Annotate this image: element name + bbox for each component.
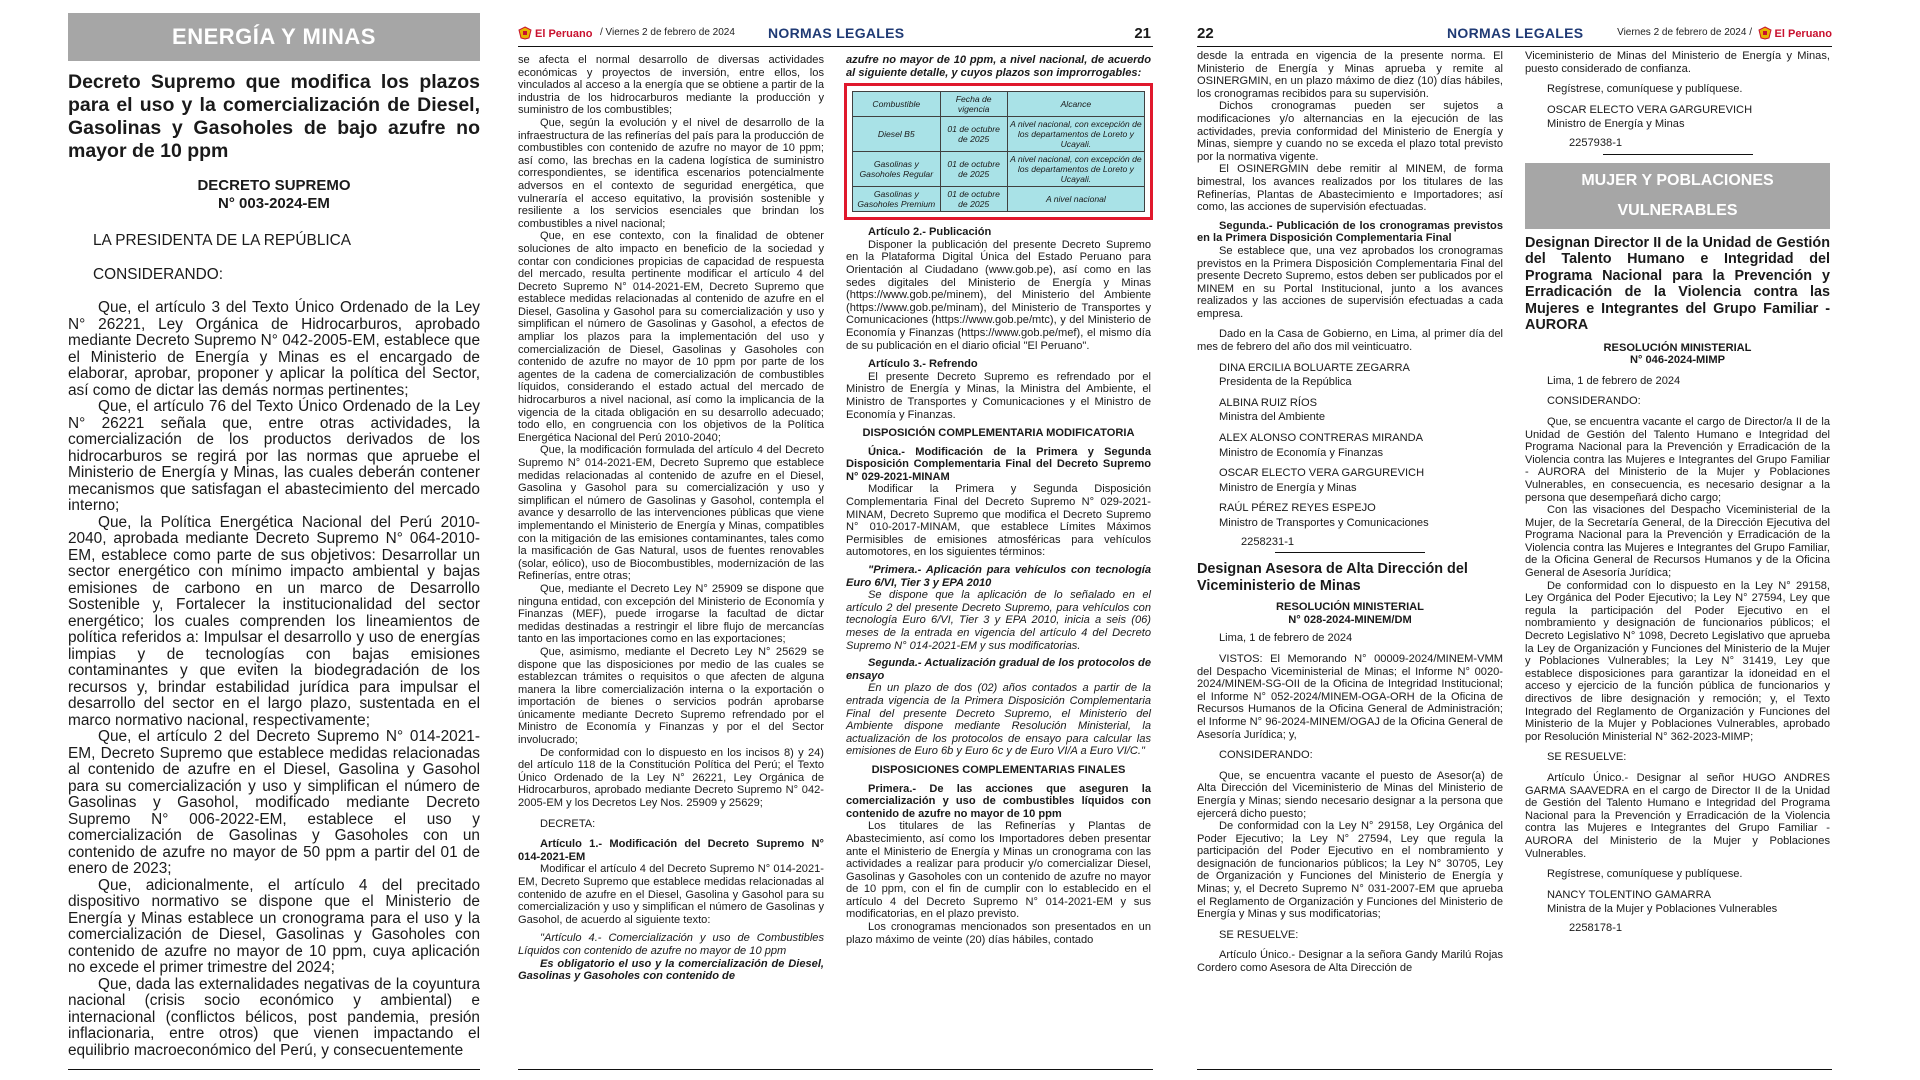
rm-label: RESOLUCIÓN MINISTERIAL [1603,341,1752,354]
dcm-heading: DISPOSICIÓN COMPLEMENTARIA MODIFICATORIA [862,427,1135,440]
primera-title: Primera.- De las acciones que aseguren la comercialización y uso de combustibles líquidos con contenido de azufre no mayor de 10 ppm [846,782,1151,820]
se-resuelve-heading: SE RESUELVE: [1547,751,1627,764]
bottom-rule [518,1069,1153,1070]
table-header-cell: Fecha de vigencia [940,92,1007,117]
rm-date: Lima, 1 de febrero de 2024 [1547,374,1681,387]
unica-text: Modificar la Primera y Segunda Disposición Complementaria Final del Decreto Supremo N° 029-2021-MINAM, Decreto Supremo que modifica el Decreto Supremo N° 010-2017-MINAM, que establece Límites Máximos Permisibles de emisiones atmosféricas para vehículos automotores, en los siguientes términos: [846,483,1151,559]
table-cell: 01 de octubre de 2025 [940,152,1007,187]
paragraph: Viceministerio de Minas del Ministerio de Energía y Minas, puesto considerado de confianza. [1525,50,1830,75]
considerando-heading: CONSIDERANDO: [1219,749,1313,762]
paragraph: De conformidad con lo dispuesto en los incisos 8) y 24) del artículo 118 de la Constitución Política del Perú; el Texto Único Ordenado de la Ley N° 26221, Ley Orgánica de Hidrocarburos, aprobado mediante Decreto Supremo N° 042-2005-EM y los Decretos Ley Nos. 25909 y 25629; [518,746,824,810]
signatory-role: Presidenta de la República [1219,376,1352,389]
articulo-unico: Artículo Único.- Designar a la señora Gandy Marilú Rojas Cordero como Asesora de Alta Dirección de [1197,949,1503,975]
page-header [1197,24,1832,47]
primera-text: Los titulares de las Refinerías y Plantas de Abastecimiento, así como los Importadores deben presentar ante el Ministerio de Energía y Minas un cronograma con las actividades a realizar para producir y/o comercializar Diesel, Gasolinas y Gasoholes con un contenido de azufre no mayor de 10 ppm, con el fin de cumplir con lo establecido en el artículo 4 del Decreto Supremo N° 014-2021-EM y sus modificatorias, en el plazo previsto. [846,820,1151,921]
page-21 [518,0,1153,1080]
signatory-role: Ministro de Energía y Minas [1219,481,1357,494]
vistos: VISTOS: El Memorando N° 00009-2024/MINEM-VMM del Despacho Viceministerial de Minas; el Informe N° 0020-2024/MINEM-SG-OII de la Oficina de Integridad Institucional; el Informe N° 052-2024/MINEM-OGA-ORH de la Oficina de Recursos Humanos de la Oficina General de Administración; el Informe N° 96-2024-MINEM/OGAJ de la Oficina General de Asesoría Jurídica; y, [1197,652,1503,741]
paragraph: Dichos cronogramas pueden ser sujetos a modificaciones y/o alternancias en la ejecución de las actividades, previa conformidad del Ministerio de Energía y Minas, siempre y cuando no se exceda el plazo total previsto por la normativa vigente. [1197,100,1503,163]
table-cell: A nivel nacional [1007,187,1144,212]
header-date: Viernes 2 de febrero de 2024 / [1617,27,1752,38]
signatory-name: ALEX ALONSO CONTRERAS MIRANDA [1219,432,1424,445]
article-title-asesora: Designan Asesora de Alta Dirección del Viceministerio de Minas [1197,561,1468,595]
signatory-role: Ministro de Transportes y Comunicaciones [1219,517,1429,529]
segunda-text: Se establece que, una vez aprobados los cronogramas previstos en la Primera Disposición Complementaria Final del presente Decreto Supremo, estos deben ser publicados por el MINEM en su Portal Institucional, junto a los avances realizados y las acciones de supervisión efectuadas a cada empresa. [1197,244,1503,320]
article-3-title: Artículo 3.- Refrendo [868,358,978,371]
signatory-name: ALBINA RUIZ RÍOS [1219,396,1318,409]
section-title: NORMAS LEGALES [1447,25,1584,41]
paragraph: De conformidad con la Ley N° 29158, Ley Orgánica del Poder Ejecutivo; la Ley N° 27594, Ley que regula la participación del Poder Ejecutivo en el nombramiento y designación de funcionarios públicos; la Ley N° 30705, Ley de Organización y Funciones del Ministerio de Energía y Minas; y, el Decreto Supremo N° 031-2007-EM que aprueba el Reglamento de Organización y Funciones del Ministerio de Energía y Minas y sus modificatorias; [1197,820,1503,921]
article-1-text: Modificar el artículo 4 del Decreto Supremo N° 014-2021-EM, Decreto Supremo que establece medidas relacionadas al contenido de azufre en el Diesel, Gasolina y Gasohol para su comercialización y uso y simplifican el número de Gasolinas y Gasohol, de acuerdo al siguiente texto: [518,863,824,926]
paragraph: Que, el artículo 3 del Texto Único Ordenado de la Ley N° 26221, Ley Orgánica de Hidrocarburos, aprobado mediante Decreto Supremo N° 042-2005-EM, establece que el Ministerio de Energía y Minas es el encargado de elaborar, aprobar, proponer y aplicar la política del Sector, así como de dictar las demás normas pertinentes; [68,299,480,399]
table-cell: Gasolinas y Gasoholes Premium [853,187,941,212]
decree-heading [68,177,480,213]
document-code: 2258178-1 [1569,921,1623,934]
rm-number: N° 046-2024-MIMP [1629,354,1726,367]
page22-column-right [1525,50,1830,937]
signatory-name: RAÚL PÉREZ REYES ESPEJO [1219,502,1376,515]
el-peruano-logo [518,26,592,40]
dado-line: Dado en la Casa de Gobierno, en Lima, al primer día del mes de febrero del año dos mil veinticuatro. [1197,328,1503,354]
paragraph: Que, mediante el Decreto Ley N° 25909 se dispone que ninguna entidad, con excepción del Ministerio de Economía y Finanzas (MEF), puede irrogarse la facultad de dictar medidas destinadas a restringir el libre flujo de mercancías tanto en las importaciones como en las exportaciones; [518,582,824,646]
article-title: Decreto Supremo que modifica los plazos para el uso y la comercialización de Diesel, Gasolinas y Gasoholes de bajo azufre no mayor de 10 ppm [68,71,480,162]
signatory-name: NANCY TOLENTINO GAMARRA [1547,888,1711,901]
articulo-unico: Artículo Único.- Designar al señor HUGO ANDRES GARMA SAAVEDRA en el cargo de Director II de la Unidad de Gestión del Talento Humano e Integridad del Programa Nacional para la Prevención y Erradicación de la Violencia contra las Mujeres e Integrantes del Grupo Familiar - AURORA del Ministerio de la Mujer y Poblaciones Vulnerables. [1525,771,1830,860]
primera-quote-title: "Primera.- Aplicación para vehículos con tecnología Euro 6/VI, Tier 3 y EPA 2010 [846,564,1151,589]
rm-label: RESOLUCIÓN MINISTERIAL [1276,601,1424,614]
primera-quote-text: Se dispone que la aplicación de lo señalado en el artículo 2 del presente Decreto Supremo, para vehículos con tecnología Euro 6/VI, Tier 3 y EPA 2010, inicia a seis (06) meses de la entrada en vigencia del artículo 4 del Decreto Supremo N° 014-2021-EM y sus modificatorias. [846,589,1151,652]
article-2-title: Artículo 2.- Publicación [868,226,992,239]
page21-column-right [846,54,1151,946]
signatory-name: DINA ERCILIA BOLUARTE ZEGARRA [1219,361,1410,374]
paragraph: Que, asimismo, mediante el Decreto Ley N° 25629 se dispone que las disposiciones por medio de las cuales se establezcan trámites o requisitos o que afecten de alguna manera la libre comercialización interna o la exportación o importación de bienes o servicios podrán aprobarse únicamente mediante Decreto Supremo refrendado por el Ministro de Economía y Finanzas y por el del Sector involucrado; [518,645,824,747]
paragraph: Que, se encuentra vacante el puesto de Asesor(a) de Alta Dirección del Viceministerio de Minas del Ministerio de Energía y Minas; siendo necesario designar a la persona que ejercerá dicho puesto; [1197,769,1503,820]
paragraph: Que, el artículo 2 del Decreto Supremo N° 014-2021-EM, Decreto Supremo que establece medidas relacionadas al contenido de azufre en el Diesel, Gasolina y Gasohol para su comercialización y uso y simplifican el número de Gasolinas y Gasohol, modificado mediante Decreto Supremo N° 006-2022-EM, establece el uso y comercialización de Gasolinas y Gasoholes con un contenido de azufre no mayor de 50 ppm a partir del 01 de enero de 2023; [68,728,480,877]
president-line: LA PRESIDENTA DE LA REPÚBLICA [93,232,352,249]
paragraph: desde la entrada en vigencia de la presente norma. El Ministerio de Energía y Minas aprueba y remite al OSINERGMIN, en un plazo máximo de diez (10) días hábiles, los cronogramas recibidos para su supervisión. [1197,50,1503,100]
signatory-role: Ministro de Energía y Minas [1547,118,1685,131]
article-column-energia [68,0,480,1080]
paragraph: Que, dada las externalidades negativas de la coyuntura nacional (crisis socio económico y ambiental) e internacional (conflictos bélicos, post pandemia, presión inflacionaria, entre otros) que vienen impactando el equilibrio macroeconómico del Perú, y consecuentemente [68,975,480,1059]
highlighted-table-box [844,83,1153,220]
page-number: 21 [1134,25,1151,42]
separator-rule [1275,552,1425,553]
signatory-role: Ministra de la Mujer y Poblaciones Vulnerables [1547,903,1778,916]
coat-of-arms-icon [518,26,532,40]
page-header [518,24,1153,47]
decree-number: N° 003-2024-EM [218,195,330,212]
paragraph: Que, adicionalmente, el artículo 4 del precitado dispositivo normativo se dispone que el Ministerio de Energía y Minas establece un cronograma para el uso y la comercialización de Diesel, Gasolinas y Gasoholes con contenido de azufre no mayor de 10 ppm, cuya aplicación no excede el primer trimestre del 2024; [68,876,480,976]
table-cell: Diesel B5 [853,117,941,152]
primera-text-2: Los cronogramas mencionados son presentados en un plazo máximo de veinte (20) días hábiles, contado [846,921,1151,946]
document-code: 2258231-1 [1241,535,1295,548]
paragraph: Con las visaciones del Despacho Viceministerial de la Mujer, de la Secretaría General, de la Dirección Ejecutiva del Programa Nacional para la Prevención y Erradicación de la Violencia contra las Mujeres e Integrantes del Grupo Familiar, de la Oficina General de Recursos Humanos y de la Oficina General de Asesoría Jurídica; [1525,504,1830,580]
document-code: 2257938-1 [1569,136,1623,149]
logo-text: El Peruano [1774,28,1832,40]
article-1-title: Artículo 1.- Modificación del Decreto Supremo N° 014-2021-EM [518,838,824,863]
section-banner-energia: ENERGÍA Y MINAS [68,13,480,61]
table-cell: Gasolinas y Gasoholes Regular [853,152,941,187]
article-title-aurora: Designan Director II de la Unidad de Gestión del Talento Humano e Integridad del Programa Nacional para la Prevención y Erradicación de la Violencia contra las Mujeres e Integrantes del Grupo Familiar - AURORA [1525,234,1830,334]
bottom-rule [68,1069,480,1070]
segunda-title: Segunda.- Publicación de los cronogramas previstos en la Primera Disposición Complementaria Final [1197,219,1503,245]
decreta-heading: DECRETA: [540,817,596,830]
considerando-heading: CONSIDERANDO: [93,265,223,283]
article-4-quote: "Artículo 4.- Comercialización y uso de Combustibles Líquidos con contenido de azufre no mayor de 10 ppm [518,932,824,957]
signatories [1197,362,1503,530]
separator-rule [1603,154,1753,155]
article-body [68,233,480,1059]
rm-date: Lima, 1 de febrero de 2024 [1219,632,1353,645]
coat-of-arms-icon [1758,26,1772,40]
table-row [853,152,1145,187]
decree-label: DECRETO SUPREMO [197,177,351,194]
table-header-row [853,92,1145,117]
signatory-role: Ministra del Ambiente [1219,411,1326,424]
page22-column-left [1197,50,1503,975]
paragraph: Que, la Política Energética Nacional del Perú 2010-2040, aprobada mediante Decreto Supremo N° 064-2010-EM, establece como parte de sus objetivos: Desarrollar un sector energético con mínimo impacto ambiental y bajas emisiones de carbono en un marco de Desarrollo Sostenible y, Fortalecer la institucionalidad del sector energético; los cuales comprenden los lineamientos de política referidos a: Impulsar el desarrollo y uso de energías limpias y de tecnologías con bajas emisiones contaminantes y que eviten la biodegradación de los recursos y, brindar estabilidad jurídica para impulsar el desarrollo del sector en el largo plazo, sustentada en el marco normativo nacional, respectivamente; [68,513,480,729]
table-row [853,117,1145,152]
paragraph: De conformidad con lo dispuesto en la Ley N° 29158, Ley Orgánica del Poder Ejecutivo; la Ley N° 27594, Ley que regula la participación del Poder Ejecutivo en el nombramiento y designación de funcionarios públicos; el Decreto Legislativo N° 1098, Decreto Legislativo que aprueba la Ley de Organización y Funciones del Ministerio de la Mujer y Poblaciones Vulnerables; la Ley N° 31419, Ley que establece disposiciones para garantizar la idoneidad en el acceso y ejercicio de la función pública de funcionarios y directivos de libre designación y remoción; y, el Texto Integrado del Reglamento de Organización y Funciones del Ministerio de la Mujer y Poblaciones Vulnerables, aprobado por Resolución Ministerial N° 362-2023-MIMP; [1525,579,1830,743]
paragraph: Que, en ese contexto, con la finalidad de obtener soluciones de alto impacto en beneficio de la sociedad y contar con condiciones propicias de capacidad de respuesta del mercado, resulta pertinente modificar el artículo 4 del Decreto Supremo N° 014-2021-EM, Decreto Supremo que establece medidas relacionadas al contenido de azufre en el Diesel, Gasolina y Gasohol para su comercialización y uso y simplifican el número de Gasolinas y Gasohol, a efectos de ampliar los plazos para la implementación del uso y comercialización de Diesel, Gasolinas y Gasoholes con contenido de azufre no mayor de 10 ppm por parte de los agentes de la cadena de comercialización de combustibles líquidos, considerando el estado actual del mercado de hidrocarburos a nivel nacional, así como la implicancia de la vigencia de la citada obligación en su desarrollo adecuado; todo ello, en congruencia con los objetivos de la Política Energética Nacional del Perú 2010-2040; [518,230,824,444]
rm-number: N° 028-2024-MINEM/DM [1288,613,1412,626]
table-header-cell: Combustible [853,92,941,117]
section-title: NORMAS LEGALES [768,25,905,41]
registrese: Regístrese, comuníquese y publíquese. [1547,868,1743,881]
table-cell: A nivel nacional, con excepción de los departamentos de Loreto y Ucayali. [1007,117,1144,152]
paragraph: Que, se encuentra vacante el cargo de Director/a II de la Unidad de Gestión del Talento Humano e Integridad del Programa Nacional para la Prevención y Erradicación de la Violencia contra las Mujeres e Integrantes del Grupo Familiar - AURORA del Ministerio de la Mujer y Poblaciones Vulnerables, en consecuencia, es necesario designar a la persona que desempeñará dicho cargo; [1525,415,1830,504]
section-banner-mujer: MUJER Y POBLACIONES VULNERABLES [1525,163,1830,229]
logo-text: El Peruano [535,28,593,40]
header-date: / Viernes 2 de febrero de 2024 [600,27,735,38]
signatory-name: OSCAR ELECTO VERA GARGUREVICH [1219,467,1425,480]
paragraph: Que, el artículo 76 del Texto Único Ordenado de la Ley N° 26221 señala que, entre otras actividades, la comercialización de los productos derivados de los hidrocarburos se regirá por las normas que apruebe el Ministerio de Energía y Minas, las cuales deberán contener mecanismos que satisfagan el abastecimiento del mercado interno; [68,398,480,514]
table-cell: A nivel nacional, con excepción de los departamentos de Loreto y Ucayali. [1007,152,1144,187]
table-intro: azufre no mayor de 10 ppm, a nivel nacional, de acuerdo al siguiente detalle, y cuyos plazos son improrrogables: [846,54,1151,79]
signatory-name: OSCAR ELECTO VERA GARGUREVICH [1547,103,1753,116]
fuel-schedule-table [852,91,1145,212]
page-number: 22 [1197,25,1214,42]
paragraph: El OSINERGMIN debe remitir al MINEM, de forma bimestral, los avances realizados por los titulares de las Refinerías, Plantas de Abastecimiento e Importadores; así como, las acciones de supervisión efectuadas. [1197,163,1503,214]
paragraph: se afecta el normal desarrollo de diversas actividades económicas y proyectos de inversión, entre ellos, los vinculados al acceso a la energía que se obtiene a partir de la industria de los hidrocarburos mediante la producción y suministro de los combustibles; [518,54,824,117]
dcf-heading: DISPOSICIONES COMPLEMENTARIAS FINALES [871,763,1126,776]
article-2-text: Disponer la publicación del presente Decreto Supremo en la Plataforma Digital Única del Estado Peruano para Orientación al Ciudadano (www.gob.pe), así como en las sedes digitales del Ministerio de Energía y Minas (https://www.gob.pe/minem), del Ministerio del Ambiente (https://www.gob.pe/minam), del Ministerio de Transportes y Comunicaciones (https://www.gob.pe/mtc), y del Ministerio de Economía y Finanzas (https://www.gob.pe/mef), el mismo día de su publicación en el diario oficial "El Peruano". [846,238,1151,352]
table-cell: 01 de octubre de 2025 [940,117,1007,152]
registrese: Regístrese, comuníquese y publíquese. [1547,83,1743,96]
considerando-heading: CONSIDERANDO: [1547,395,1641,408]
table-row [853,187,1145,212]
el-peruano-logo [1758,26,1832,40]
page-22 [1197,0,1832,1080]
unica-title: Única.- Modificación de la Primera y Segunda Disposición Complementaria Final del Decreto Supremo N° 029-2021-MINAM [846,445,1151,483]
table-cell: 01 de octubre de 2025 [940,187,1007,212]
paragraph: Que, según la evolución y el nivel de desarrollo de la infraestructura de las refinerías del país para la producción de combustibles con contenido de azufre no mayor de 10 ppm; así como, las brechas en la cadena logística de suministro correspondientes, se identifica escenarios potencialmente adversos en el contexto de seguridad energética, que vulneraría el acceso equitativo, la provisión sostenible y resiliente a los servicios esenciales que brindan los combustibles a nivel nacional; [518,116,824,230]
paragraph: Que, la modificación formulada del artículo 4 del Decreto Supremo N° 014-2021-EM, Decreto Supremo que establece medidas relacionadas al contenido de azufre en el Diesel, Gasolina y Gasohol para su comercialización y uso y simplifican el número de Gasolinas y Gasohol, contempla el avance y desarrollo de las intervenciones públicas que viene implementando el Ministerio de Energía y Minas, compatibles con la mitigación de las emisiones contaminantes, tales como la masificación de Gas Natural, usos de fuentes renovables (solar, eólico), uso de Biocombustibles, modernización de las Refinerías, entre otras; [518,444,824,583]
table-header-cell: Alcance [1007,92,1144,117]
signatory-role: Ministro de Economía y Finanzas [1219,446,1384,459]
segunda-quote-text: En un plazo de dos (02) años contados a partir de la entrada vigencia de la Primera Disposición Complementaria Final del presente Decreto Supremo, el Ministerio del Ambiente dispone mediante Resolución Ministerial, la actualización de los protocolos de ensayo para calcular las emisiones de Euro 6b y Euro 6c y de Euro VI/A a Euro VI/C." [846,682,1151,758]
article-4-lead: Es obligatorio el uso y la comercialización de Diesel, Gasolinas y Gasoholes con contenido de [518,957,824,983]
se-resuelve-heading: SE RESUELVE: [1219,928,1299,941]
bottom-rule [1197,1069,1832,1070]
page21-column-left [518,54,824,983]
segunda-quote-title: Segunda.- Actualización gradual de los protocolos de ensayo [846,657,1151,682]
article-3-text: El presente Decreto Supremo es refrendado por el Ministro de Energía y Minas, la Ministra del Ambiente, el Ministro de Transportes y Comunicaciones y el Ministro de Economía y Finanzas. [846,370,1151,421]
